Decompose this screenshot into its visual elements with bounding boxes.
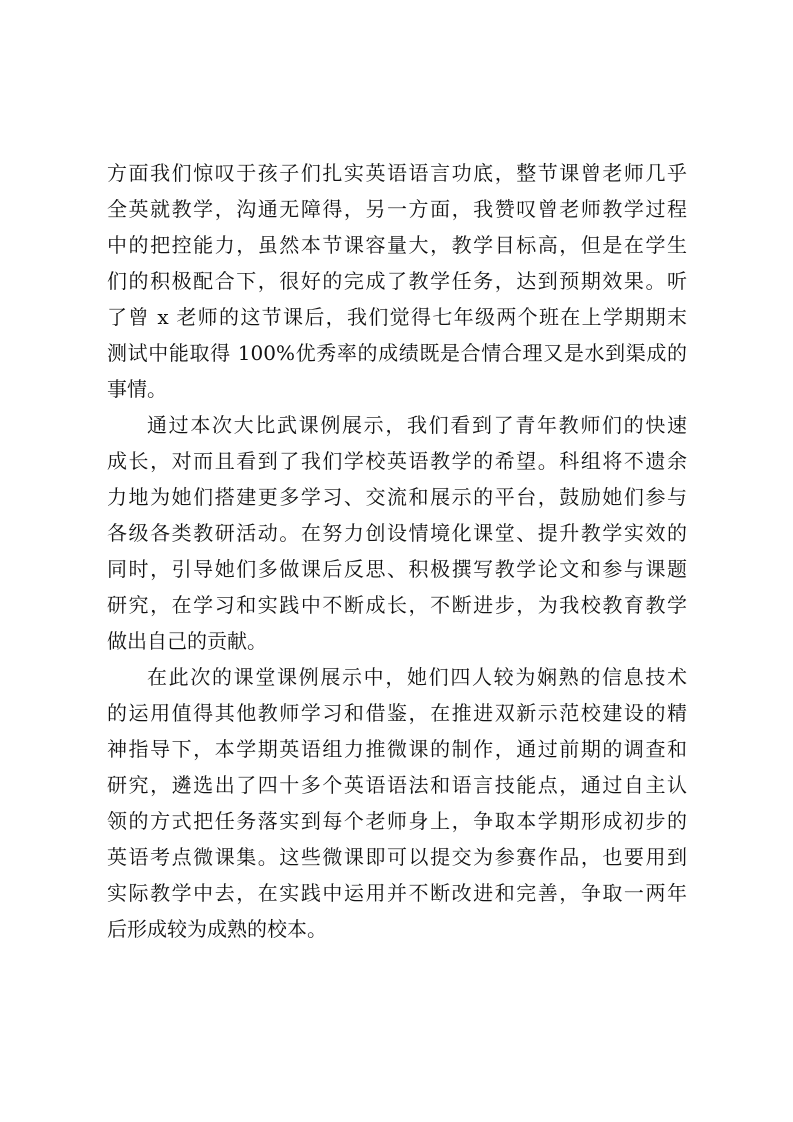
text-line: 测试中能取得 100%优秀率的成绩既是合情合理又是水到渠成的	[107, 341, 687, 365]
text-line: 的运用值得其他教师学习和借鉴，在推进双新示范校建设的精	[107, 701, 687, 725]
document-body	[107, 155, 687, 947]
text-line: 全英就教学，沟通无障得，另一方面，我赞叹曾老师教学过程	[107, 197, 687, 221]
paragraph-2	[107, 407, 687, 659]
text-line: 力地为她们搭建更多学习、交流和展示的平台，鼓励她们参与	[107, 485, 687, 509]
paragraph-3	[107, 659, 687, 947]
text-line: 成长，对而且看到了我们学校英语教学的希望。科组将不遗余	[107, 449, 687, 473]
text-line: 做出自己的贡献。	[107, 629, 267, 653]
text-line: 英语考点微课集。这些微课即可以提交为参赛作品，也要用到	[107, 845, 687, 869]
text-line: 中的把控能力，虽然本节课容量大，教学目标高，但是在学生	[107, 233, 687, 257]
text-line: 研究，遴选出了四十多个英语语法和语言技能点，通过自主认	[107, 773, 687, 797]
text-line: 神指导下，本学期英语组力推微课的制作，通过前期的调查和	[107, 737, 687, 761]
text-line: 领的方式把任务落实到每个老师身上，争取本学期形成初步的	[107, 809, 687, 833]
text-line: 在此次的课堂课例展示中，她们四人较为娴熟的信息技术	[147, 665, 687, 689]
text-line: 研究，在学习和实践中不断成长，不断进步，为我校教育教学	[107, 593, 687, 617]
text-line: 通过本次大比武课例展示，我们看到了青年教师们的快速	[147, 413, 687, 437]
text-line: 实际教学中去，在实践中运用并不断改进和完善，争取一两年	[107, 881, 687, 905]
text-line: 各级各类教研活动。在努力创设情境化课堂、提升教学实效的	[107, 521, 687, 545]
text-line: 方面我们惊叹于孩子们扎实英语语言功底，整节课曾老师几乎	[107, 161, 687, 185]
text-line: 同时，引导她们多做课后反思、积极撰写教学论文和参与课题	[107, 557, 687, 581]
paragraph-1	[107, 155, 687, 407]
text-line: 后形成较为成熟的校本。	[107, 917, 327, 941]
text-line: 事情。	[107, 377, 167, 401]
text-line: 了曾 x 老师的这节课后，我们觉得七年级两个班在上学期期末	[107, 305, 687, 329]
text-line: 们的积极配合下，很好的完成了教学任务，达到预期效果。听	[107, 269, 687, 293]
